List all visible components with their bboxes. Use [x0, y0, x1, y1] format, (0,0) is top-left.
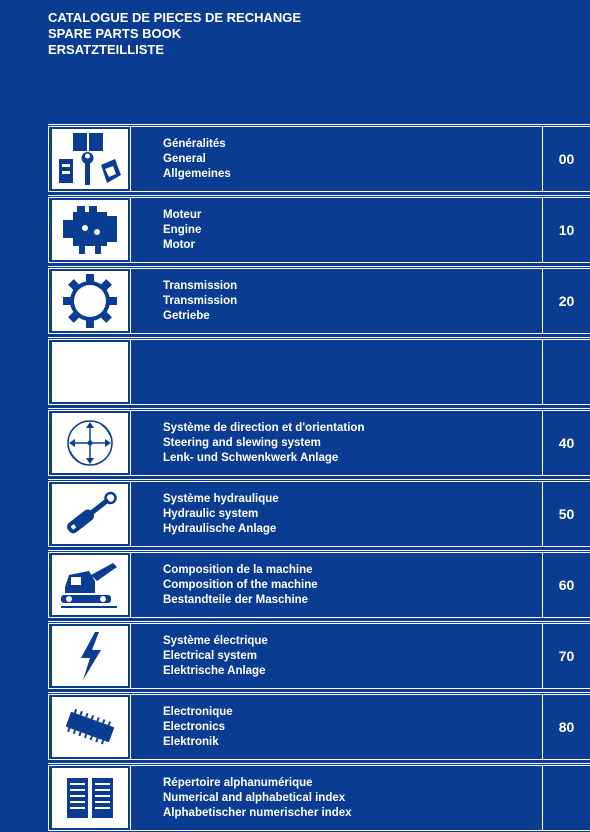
section-title-de: Motor — [163, 238, 195, 251]
section-title-en: Electronics — [163, 720, 225, 733]
section-code — [542, 339, 590, 405]
section-title-en: Steering and slewing system — [163, 436, 321, 449]
title-german: ERSATZTEILLISTE — [48, 42, 165, 57]
section-title-fr: Electronique — [163, 705, 233, 718]
section-row-electronics[interactable] — [48, 692, 590, 761]
section-title-fr: Transmission — [163, 279, 238, 292]
section-code: 40 — [542, 410, 590, 476]
section-code: 20 — [542, 268, 590, 334]
section-row-general[interactable] — [48, 124, 590, 193]
section-title-fr: Généralités — [163, 137, 226, 150]
section-code: 10 — [542, 197, 590, 263]
section-title-en: Hydraulic system — [163, 507, 259, 520]
section-row-index[interactable] — [48, 763, 590, 832]
section-title-en: Engine — [163, 223, 202, 236]
section-row-machine[interactable] — [48, 550, 590, 619]
section-title-fr: Système hydraulique — [163, 492, 279, 505]
chip-icon — [52, 697, 128, 757]
gear-icon — [52, 271, 128, 331]
section-title-de: Lenk- und Schwenkwerk Anlage — [163, 451, 339, 464]
section-title-de: Getriebe — [163, 309, 210, 322]
lightning-icon — [52, 626, 128, 686]
section-code — [542, 765, 590, 831]
section-title-fr: Système de direction et d'orientation — [163, 421, 365, 434]
section-title-fr: Moteur — [163, 208, 202, 221]
section-title-en: Composition of the machine — [163, 578, 318, 591]
blank-icon-box — [52, 342, 128, 402]
section-title-en: Numerical and alphabetical index — [163, 791, 346, 804]
section-code: 70 — [542, 623, 590, 689]
machine-icon — [52, 555, 128, 615]
section-title-fr: Système électrique — [163, 634, 268, 647]
section-title-de: Bestandteile der Maschine — [163, 593, 309, 606]
section-title-fr: Répertoire alphanumérique — [163, 776, 313, 789]
section-row-steering[interactable] — [48, 408, 590, 477]
section-title-de: Alphabetischer numerischer index — [163, 806, 352, 819]
general-icon — [52, 129, 128, 189]
catalogue-title — [48, 10, 301, 58]
section-title-de: Elektronik — [163, 735, 219, 748]
engine-icon — [52, 200, 128, 260]
section-row-engine[interactable] — [48, 195, 590, 264]
section-title-en: Electrical system — [163, 649, 257, 662]
section-code: 50 — [542, 481, 590, 547]
section-code: 60 — [542, 552, 590, 618]
section-index-table — [48, 124, 590, 832]
title-french: CATALOGUE DE PIECES DE RECHANGE — [48, 10, 302, 25]
steering-icon — [52, 413, 128, 473]
section-title-de: Elektrische Anlage — [163, 664, 266, 677]
section-title-en: Transmission — [163, 294, 238, 307]
section-row-hydraulic[interactable] — [48, 479, 590, 548]
section-code: 00 — [542, 126, 590, 192]
title-english: SPARE PARTS BOOK — [48, 26, 182, 41]
section-title-de: Allgemeines — [163, 167, 231, 180]
hydraulic-cylinder-icon — [52, 484, 128, 544]
section-title-fr: Composition de la machine — [163, 563, 313, 576]
section-code: 80 — [542, 694, 590, 760]
section-title-en: General — [163, 152, 206, 165]
section-row-transmission[interactable] — [48, 266, 590, 335]
section-row-electrical[interactable] — [48, 621, 590, 690]
section-row-empty — [48, 337, 590, 406]
index-book-icon — [52, 768, 128, 828]
section-title-de: Hydraulische Anlage — [163, 522, 277, 535]
